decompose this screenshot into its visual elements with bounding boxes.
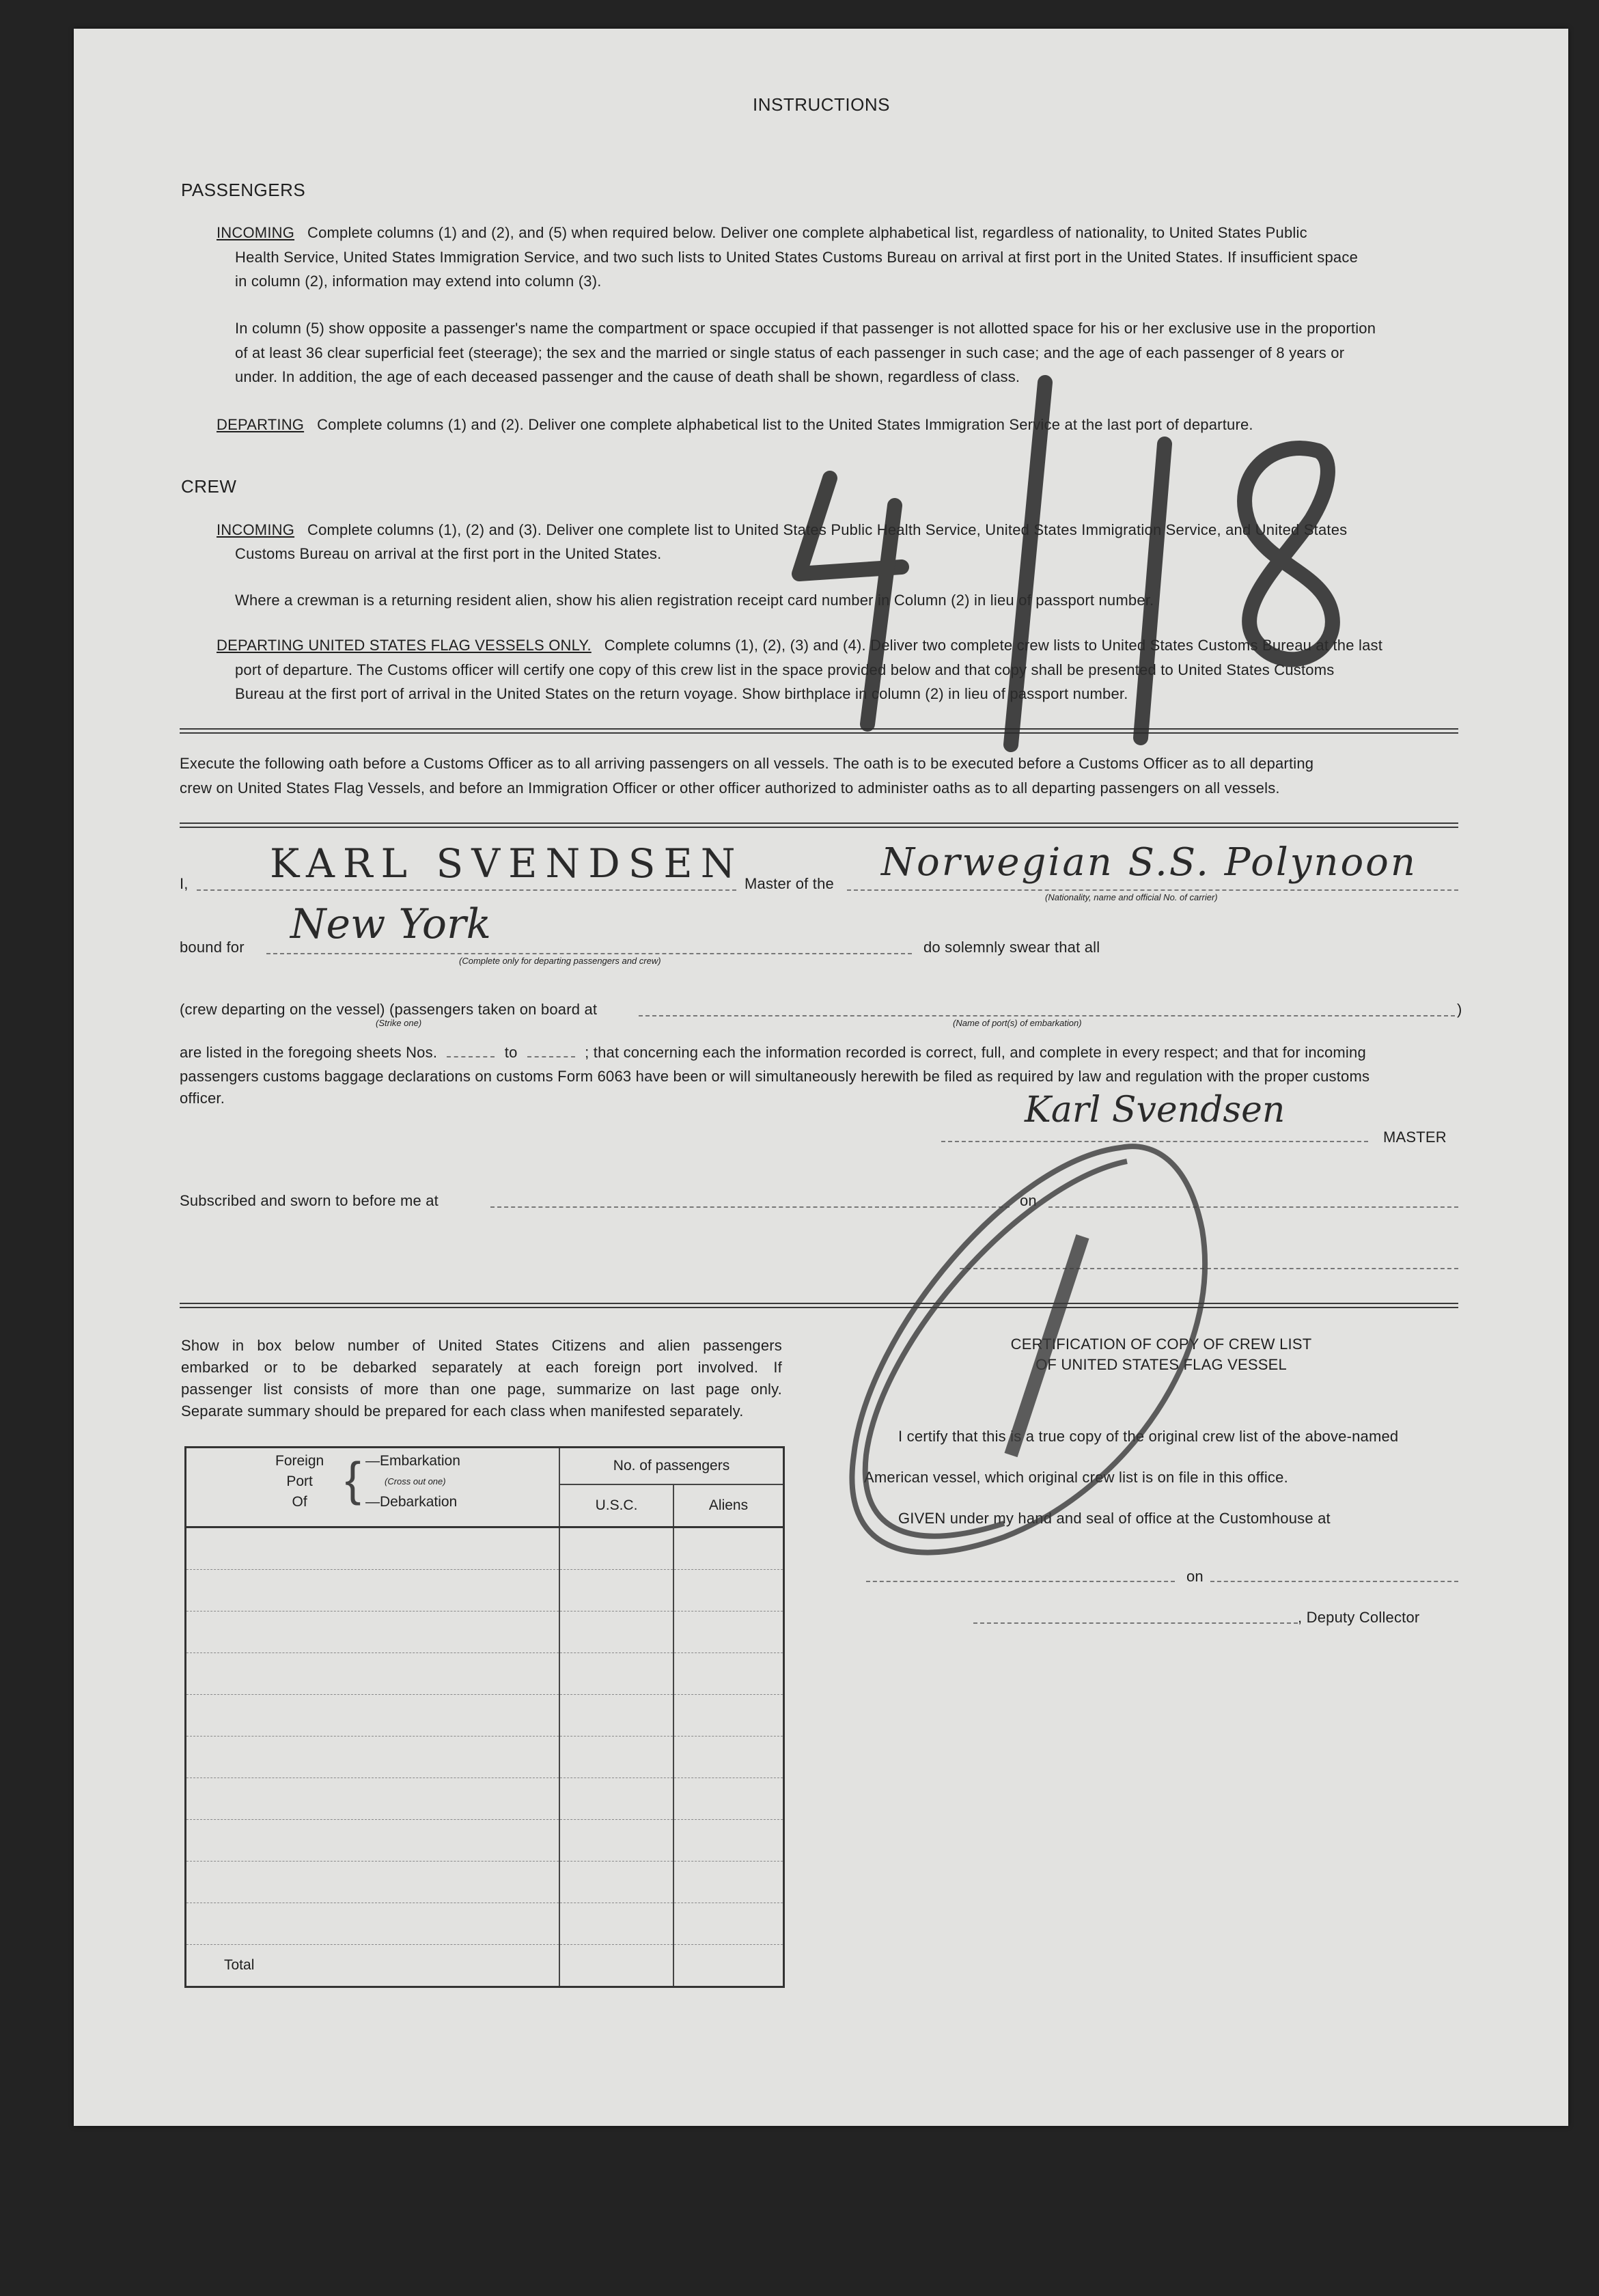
debarkation-option[interactable]: —Debarkation bbox=[365, 1494, 458, 1510]
certification-on-label: on bbox=[1186, 1568, 1204, 1585]
certification-text-3: GIVEN under my hand and seal of office at the Customhouse at bbox=[898, 1510, 1331, 1527]
master-signature: Karl Svendsen bbox=[1025, 1090, 1285, 1131]
circled-number-1-mark bbox=[852, 1146, 1205, 1552]
master-of-label: Master of the bbox=[745, 875, 834, 892]
subscribed-label: Subscribed and sworn to before me at bbox=[180, 1192, 439, 1209]
no-passengers-header: No. of passengers bbox=[559, 1448, 784, 1485]
bound-caption: (Complete only for departing passengers and crew) bbox=[459, 956, 661, 966]
usc-header: U.S.C. bbox=[559, 1484, 673, 1527]
passengers-incoming-text-2: Health Service, United States Immigration Service, and two such lists to United States Customs Bureau on arrival at first port in the United States. If insufficient space bbox=[235, 249, 1359, 266]
deputy-collector-label: , Deputy Collector bbox=[1298, 1609, 1420, 1626]
master-name-handwritten: KARL SVENDSEN bbox=[270, 840, 744, 887]
summary-text-3: passenger list consists of more than one page, summarize on last page only. bbox=[181, 1381, 782, 1398]
listed-text-2: passengers customs baggage declarations on customs Form 6063 have been or will simultaneously herewith be filed as required by law and regulation with the proper customs bbox=[180, 1068, 1370, 1085]
aliens-header: Aliens bbox=[673, 1484, 784, 1527]
crew-incoming-text: Complete columns (1), (2) and (3). Deliver one complete list to United States Public Health Service, United States Immigration Service, and United States bbox=[307, 521, 1348, 538]
close-paren: ) bbox=[1457, 1001, 1462, 1018]
passengers-incoming-text-3: in column (2), information may extend into column (3). bbox=[235, 273, 602, 290]
foreign-label: Foreign bbox=[275, 1453, 324, 1469]
listed-text-b: ; that concerning each the information recorded is correct, full, and complete in every respect; and that for incoming bbox=[585, 1044, 1366, 1061]
oath-intro-1: Execute the following oath before a Customs Officer as to all arriving passengers on all vessels. The oath is to be executed before a Customs Officer as to all departing bbox=[180, 755, 1314, 772]
crew-departing-label: DEPARTING UNITED STATES FLAG VESSELS ONLY. bbox=[217, 637, 592, 654]
listed-to: to bbox=[504, 1044, 518, 1061]
certification-title-2: OF UNITED STATES FLAG VESSEL bbox=[1035, 1356, 1287, 1373]
subscribed-on-label: on bbox=[1020, 1192, 1037, 1209]
total-label: Total bbox=[224, 1957, 255, 1973]
strike-one-caption: (Strike one) bbox=[376, 1018, 422, 1028]
passengers-departing-label: DEPARTING bbox=[217, 416, 305, 433]
swear-text: do solemnly swear that all bbox=[923, 939, 1100, 956]
crew-resident-text: Where a crewman is a returning resident alien, show his alien registration receipt card number in Column (2) in lieu of passport number. bbox=[235, 592, 1154, 609]
port-caption: (Name of port(s) of embarkation) bbox=[953, 1018, 1082, 1028]
certification-title-1: CERTIFICATION OF COPY OF CREW LIST bbox=[1010, 1336, 1312, 1353]
cross-out-caption: (Cross out one) bbox=[385, 1476, 446, 1486]
summary-text-4: Separate summary should be prepared for each class when manifested separately. bbox=[181, 1402, 744, 1420]
column5-text-2: of at least 36 clear superficial feet (steerage); the sex and the married or single status of each passenger in such case; and the age of each passenger of 8 years or bbox=[235, 344, 1345, 361]
master-label: MASTER bbox=[1383, 1129, 1447, 1146]
oath-intro-2: crew on United States Flag Vessels, and before an Immigration Officer or other officer authorized to administer oaths as to all departing passengers on all vessels. bbox=[180, 779, 1280, 797]
summary-text-2: embarked or to be debarked separately at each foreign port involved. If bbox=[181, 1359, 782, 1376]
listed-text-a: are listed in the foregoing sheets Nos. bbox=[180, 1044, 438, 1061]
carrier-caption: (Nationality, name and official No. of carrier) bbox=[1045, 892, 1218, 902]
crew-incoming-label: INCOMING bbox=[217, 521, 295, 538]
column5-text-3: under. In addition, the age of each deceased passenger and the cause of death shall be shown, regardless of class. bbox=[235, 368, 1020, 385]
certification-text-1: I certify that this is a true copy of the original crew list of the above-named bbox=[898, 1428, 1399, 1445]
crew-passengers-text: (crew departing on the vessel) (passengers taken on board at bbox=[180, 1001, 598, 1018]
crew-heading: CREW bbox=[181, 476, 237, 497]
carrier-handwritten: Norwegian S.S. Polynoon bbox=[881, 840, 1417, 885]
destination-handwritten: New York bbox=[290, 900, 491, 948]
passengers-incoming-text: Complete columns (1) and (2), and (5) when required below. Deliver one complete alphabetical list, regardless of nationality, to United States Public bbox=[307, 224, 1307, 241]
listed-text-3: officer. bbox=[180, 1090, 225, 1107]
crew-departing-text: Complete columns (1), (2), (3) and (4). Deliver two complete crew lists to United States Customs Bureau at the last bbox=[604, 637, 1383, 654]
passengers-heading: PASSENGERS bbox=[181, 180, 306, 200]
page-title: INSTRUCTIONS bbox=[753, 94, 890, 115]
bound-for-label: bound for bbox=[180, 939, 245, 956]
certification-text-2: American vessel, which original crew list is on file in this office. bbox=[864, 1469, 1288, 1486]
column5-text-1: In column (5) show opposite a passenger's name the compartment or space occupied if that passenger is not allotted space for his or her exclusive use in the proportion bbox=[235, 320, 1376, 337]
summary-text-1: Show in box below number of United States Citizens and alien passengers bbox=[181, 1337, 782, 1354]
brace-glyph: { bbox=[345, 1452, 361, 1506]
crew-departing-text-3: Bureau at the first port of arrival in the United States on the return voyage. Show birthplace in column (2) in lieu of passport number. bbox=[235, 685, 1128, 702]
oath-i-label: I, bbox=[180, 875, 189, 892]
passengers-incoming-label: INCOMING bbox=[217, 224, 295, 241]
port-label: Port bbox=[286, 1474, 313, 1489]
passengers-departing-text: Complete columns (1) and (2). Deliver one complete alphabetical list to the United States Immigration Service at the last port of departure. bbox=[317, 416, 1253, 433]
crew-departing-text-2: port of departure. The Customs officer will certify one copy of this crew list in the space provided below and that copy shall be presented to United States Customs bbox=[235, 661, 1335, 678]
big-number-418-mark bbox=[799, 383, 1333, 745]
crew-incoming-text-2: Customs Bureau on arrival at the first port in the United States. bbox=[235, 545, 662, 562]
embarkation-option[interactable]: —Embarkation bbox=[365, 1453, 460, 1469]
of-label: Of bbox=[292, 1494, 307, 1510]
